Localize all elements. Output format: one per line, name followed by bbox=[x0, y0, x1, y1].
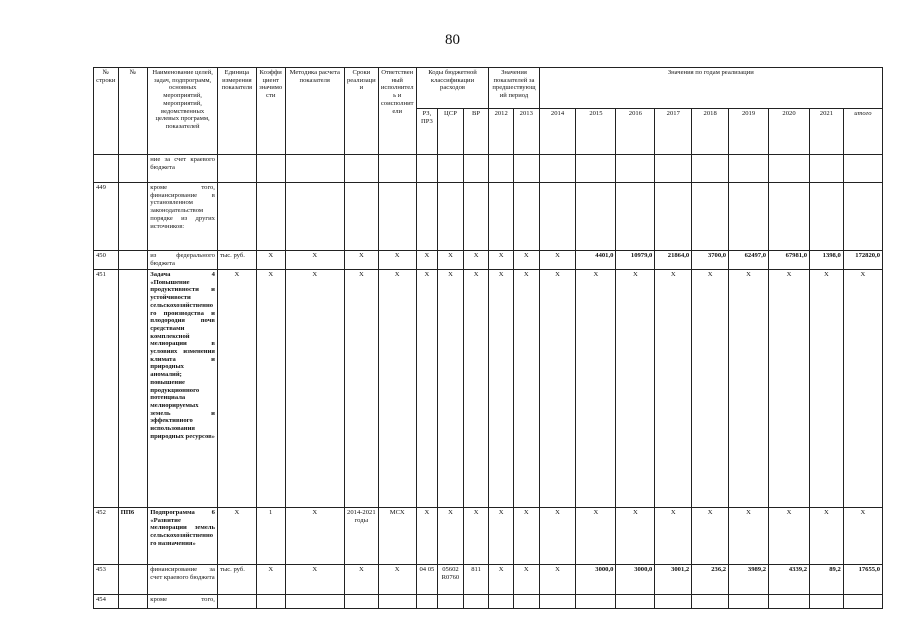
row-rz-prz: 04 05 bbox=[416, 565, 438, 595]
col-total: итого bbox=[843, 109, 882, 155]
row-no: 452 bbox=[94, 508, 119, 565]
cell-x: X bbox=[438, 270, 464, 508]
row-name: Задача 4 «Повышение продуктивности и устойчивости сельскохозяйственного производства и плодородия почв средствами комплексной мелиорации в условиях изменения климата и природных аномалий; повышение продукционного потенциала мелиорируемых земель и эффективного использования природных ресурсов» bbox=[148, 270, 218, 508]
cell-x: X bbox=[655, 508, 692, 565]
value-2015: 3000,0 bbox=[576, 565, 616, 595]
cell-x: X bbox=[378, 251, 416, 270]
cell-x: X bbox=[576, 508, 616, 565]
row-no: 449 bbox=[94, 183, 119, 251]
col-2021: 2021 bbox=[810, 109, 844, 155]
col-rz-prz: РЗ, ПР3 bbox=[416, 109, 438, 155]
value-total: 172820,0 bbox=[843, 251, 882, 270]
cell-x: X bbox=[438, 251, 464, 270]
col-num: № bbox=[118, 68, 148, 155]
col-2012: 2012 bbox=[489, 109, 514, 155]
row-name: финансирование за счет краевого бюджета bbox=[148, 565, 218, 595]
cell-x: X bbox=[463, 508, 489, 565]
cell-x: X bbox=[344, 251, 378, 270]
cell-x: X bbox=[416, 270, 438, 508]
cell-x: X bbox=[256, 251, 285, 270]
cell-x: X bbox=[539, 508, 576, 565]
value-2018: 3700,0 bbox=[692, 251, 729, 270]
row-name: из федерального бюджета bbox=[148, 251, 218, 270]
value-2017: 21864,0 bbox=[655, 251, 692, 270]
col-row-no: № строки bbox=[94, 68, 119, 155]
cell-x: X bbox=[489, 251, 514, 270]
col-2014: 2014 bbox=[539, 109, 576, 155]
col-coef: Коэффициент значимости bbox=[256, 68, 285, 155]
cell-x: X bbox=[692, 508, 729, 565]
cell-x: X bbox=[616, 508, 655, 565]
cell-x: X bbox=[539, 565, 576, 595]
col-2013: 2013 bbox=[513, 109, 539, 155]
col-2018: 2018 bbox=[692, 109, 729, 155]
row-name: кроме того, финансирование в установленном законодательством порядке из других источников: bbox=[148, 183, 218, 251]
col-2015: 2015 bbox=[576, 109, 616, 155]
cell-x: X bbox=[769, 508, 810, 565]
row-unit: тыс. руб. bbox=[217, 251, 256, 270]
cell-x: X bbox=[729, 508, 769, 565]
cell-x: X bbox=[769, 270, 810, 508]
table-row bbox=[94, 565, 883, 595]
cell-x: X bbox=[438, 508, 464, 565]
col-2020: 2020 bbox=[769, 109, 810, 155]
value-2018: 236,2 bbox=[692, 565, 729, 595]
cell-x: X bbox=[513, 270, 539, 508]
col-unit: Единица измерения показателя bbox=[217, 68, 256, 155]
cell-x: X bbox=[344, 270, 378, 508]
cell-x: X bbox=[843, 270, 882, 508]
col-name: Наименование целей, задач, подпрограмм, основных мероприятий, мероприятий, ведомственных целевых программ, показателей bbox=[148, 68, 218, 155]
cell-x: X bbox=[489, 508, 514, 565]
row-name: ние за счет краевого бюджета bbox=[148, 155, 218, 183]
table-row bbox=[94, 595, 883, 609]
value-2019: 62497,0 bbox=[729, 251, 769, 270]
row-no: 450 bbox=[94, 251, 119, 270]
value-2020: 67981,0 bbox=[769, 251, 810, 270]
col-budget-codes: Коды бюджетной классификации расходов bbox=[416, 68, 489, 109]
col-vr: ВР bbox=[463, 109, 489, 155]
col-prev-values: Значения показателей за предшествующий период bbox=[489, 68, 539, 109]
table-row bbox=[94, 251, 883, 270]
row-no: 453 bbox=[94, 565, 119, 595]
cell-x: X bbox=[285, 565, 344, 595]
cell-x: X bbox=[692, 270, 729, 508]
value-total: 17655,0 bbox=[843, 565, 882, 595]
row-no: 454 bbox=[94, 595, 119, 609]
cell-x: X bbox=[256, 565, 285, 595]
value-2019: 3989,2 bbox=[729, 565, 769, 595]
value-2020: 4339,2 bbox=[769, 565, 810, 595]
row-name: кроме того, bbox=[148, 595, 218, 609]
col-terms: Сроки реализации bbox=[344, 68, 378, 155]
row-no: 451 bbox=[94, 270, 119, 508]
value-2016: 3000,0 bbox=[616, 565, 655, 595]
col-csr: ЦСР bbox=[438, 109, 464, 155]
col-responsible: Ответственный исполнитель и соисполнители bbox=[378, 68, 416, 155]
table-row bbox=[94, 155, 883, 183]
cell-x: X bbox=[489, 270, 514, 508]
cell-x: X bbox=[416, 251, 438, 270]
cell-x: X bbox=[256, 270, 285, 508]
cell-x: X bbox=[378, 565, 416, 595]
row-unit: тыс. руб. bbox=[217, 565, 256, 595]
cell-x: X bbox=[513, 251, 539, 270]
row-coef: 1 bbox=[256, 508, 285, 565]
cell-x: X bbox=[513, 508, 539, 565]
cell-x: X bbox=[576, 270, 616, 508]
cell-x: X bbox=[513, 565, 539, 595]
col-2019: 2019 bbox=[729, 109, 769, 155]
value-2016: 10979,0 bbox=[616, 251, 655, 270]
cell-x: X bbox=[616, 270, 655, 508]
col-year-values: Значения по годам реализации bbox=[539, 68, 882, 109]
cell-x: X bbox=[378, 270, 416, 508]
cell-x: X bbox=[810, 270, 844, 508]
header-row bbox=[94, 68, 883, 109]
row-num: ПП6 bbox=[118, 508, 148, 565]
cell-x: X bbox=[843, 508, 882, 565]
cell-x: X bbox=[285, 251, 344, 270]
cell-x: X bbox=[489, 565, 514, 595]
cell-x: X bbox=[344, 565, 378, 595]
table-row bbox=[94, 508, 883, 565]
page-number: 80 bbox=[445, 32, 460, 48]
cell-x: X bbox=[539, 270, 576, 508]
col-method: Методика расчета показателя bbox=[285, 68, 344, 155]
cell-x: X bbox=[285, 270, 344, 508]
row-responsible: МСХ bbox=[378, 508, 416, 565]
row-name: Подпрограмма 6 «Развитие мелиорации земель сельскохозяйственного назначения» bbox=[148, 508, 218, 565]
col-2017: 2017 bbox=[655, 109, 692, 155]
cell-x: X bbox=[285, 508, 344, 565]
cell-x: X bbox=[217, 270, 256, 508]
cell-x: X bbox=[463, 251, 489, 270]
value-2021: 89,2 bbox=[810, 565, 844, 595]
row-csr: 05602 R0760 bbox=[438, 565, 464, 595]
cell-x: X bbox=[217, 508, 256, 565]
value-2017: 3001,2 bbox=[655, 565, 692, 595]
value-2015: 4401,0 bbox=[576, 251, 616, 270]
table-row bbox=[94, 270, 883, 508]
indicators-table bbox=[93, 67, 883, 609]
row-terms: 2014-2021 годы bbox=[344, 508, 378, 565]
row-vr: 811 bbox=[463, 565, 489, 595]
cell-x: X bbox=[655, 270, 692, 508]
cell-x: X bbox=[416, 508, 438, 565]
col-2016: 2016 bbox=[616, 109, 655, 155]
cell-x: X bbox=[539, 251, 576, 270]
cell-x: X bbox=[810, 508, 844, 565]
value-2021: 1398,0 bbox=[810, 251, 844, 270]
table-row bbox=[94, 183, 883, 251]
cell-x: X bbox=[463, 270, 489, 508]
cell-x: X bbox=[729, 270, 769, 508]
